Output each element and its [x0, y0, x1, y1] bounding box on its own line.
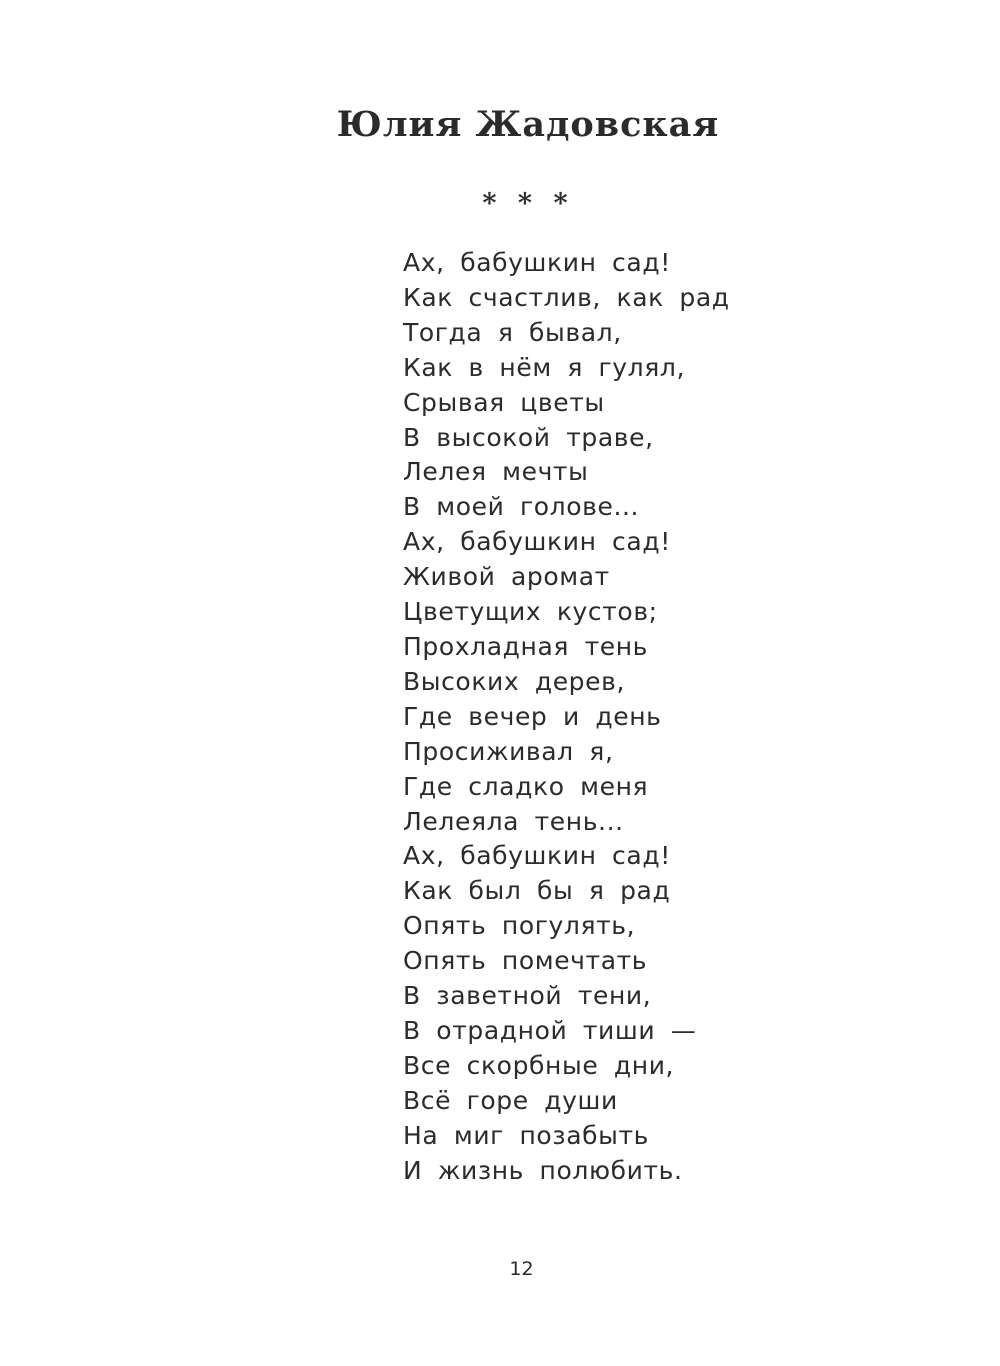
poem-line: Лелеяла тень...	[403, 806, 624, 836]
poem-line: В заветной тени,	[403, 981, 652, 1011]
poem-line: Как счастлив, как рад	[403, 282, 730, 312]
poem-line: В высокой траве,	[403, 422, 654, 452]
poem-line: Прохладная тень	[403, 631, 649, 661]
poem-line: Где вечер и день	[403, 701, 662, 731]
poem-line: В отрадной тиши —	[403, 1015, 697, 1045]
poem-text	[403, 246, 730, 1188]
poem-line: Цветущих кустов;	[403, 597, 658, 627]
poem-line: Высоких дерев,	[403, 666, 626, 696]
poem-line: Как в нём я гулял,	[403, 352, 685, 382]
poem-line: Тогда я бывал,	[403, 317, 622, 347]
poem-line: Все скорбные дни,	[403, 1050, 675, 1080]
poem-line: Опять погулять,	[403, 911, 636, 941]
poem-line: Просиживал я,	[403, 736, 614, 766]
poem-line: Ах, бабушкин сад!	[403, 527, 671, 557]
poem-line: Срывая цветы	[403, 387, 605, 417]
poem-line: Опять помечтать	[403, 946, 648, 976]
poem-line: На миг позабыть	[403, 1120, 649, 1150]
poem-line: Ах, бабушкин сад!	[403, 248, 671, 277]
page-number: 12	[509, 1258, 534, 1280]
poem-line: Лелея мечты	[403, 457, 589, 487]
poem-line: Живой аромат	[403, 562, 610, 592]
poem-line: Где сладко меня	[403, 771, 649, 801]
poem-line: И жизнь полюбить.	[403, 1155, 683, 1185]
section-separator: * * *	[482, 188, 574, 219]
author-title: Юлия Жадовская	[336, 104, 720, 145]
poem-line: Как был бы я рад	[403, 876, 671, 906]
poem-line: В моей голове...	[403, 492, 640, 522]
poem-line: Ах, бабушкин сад!	[403, 841, 671, 871]
poem-line: Всё горе души	[403, 1085, 618, 1115]
